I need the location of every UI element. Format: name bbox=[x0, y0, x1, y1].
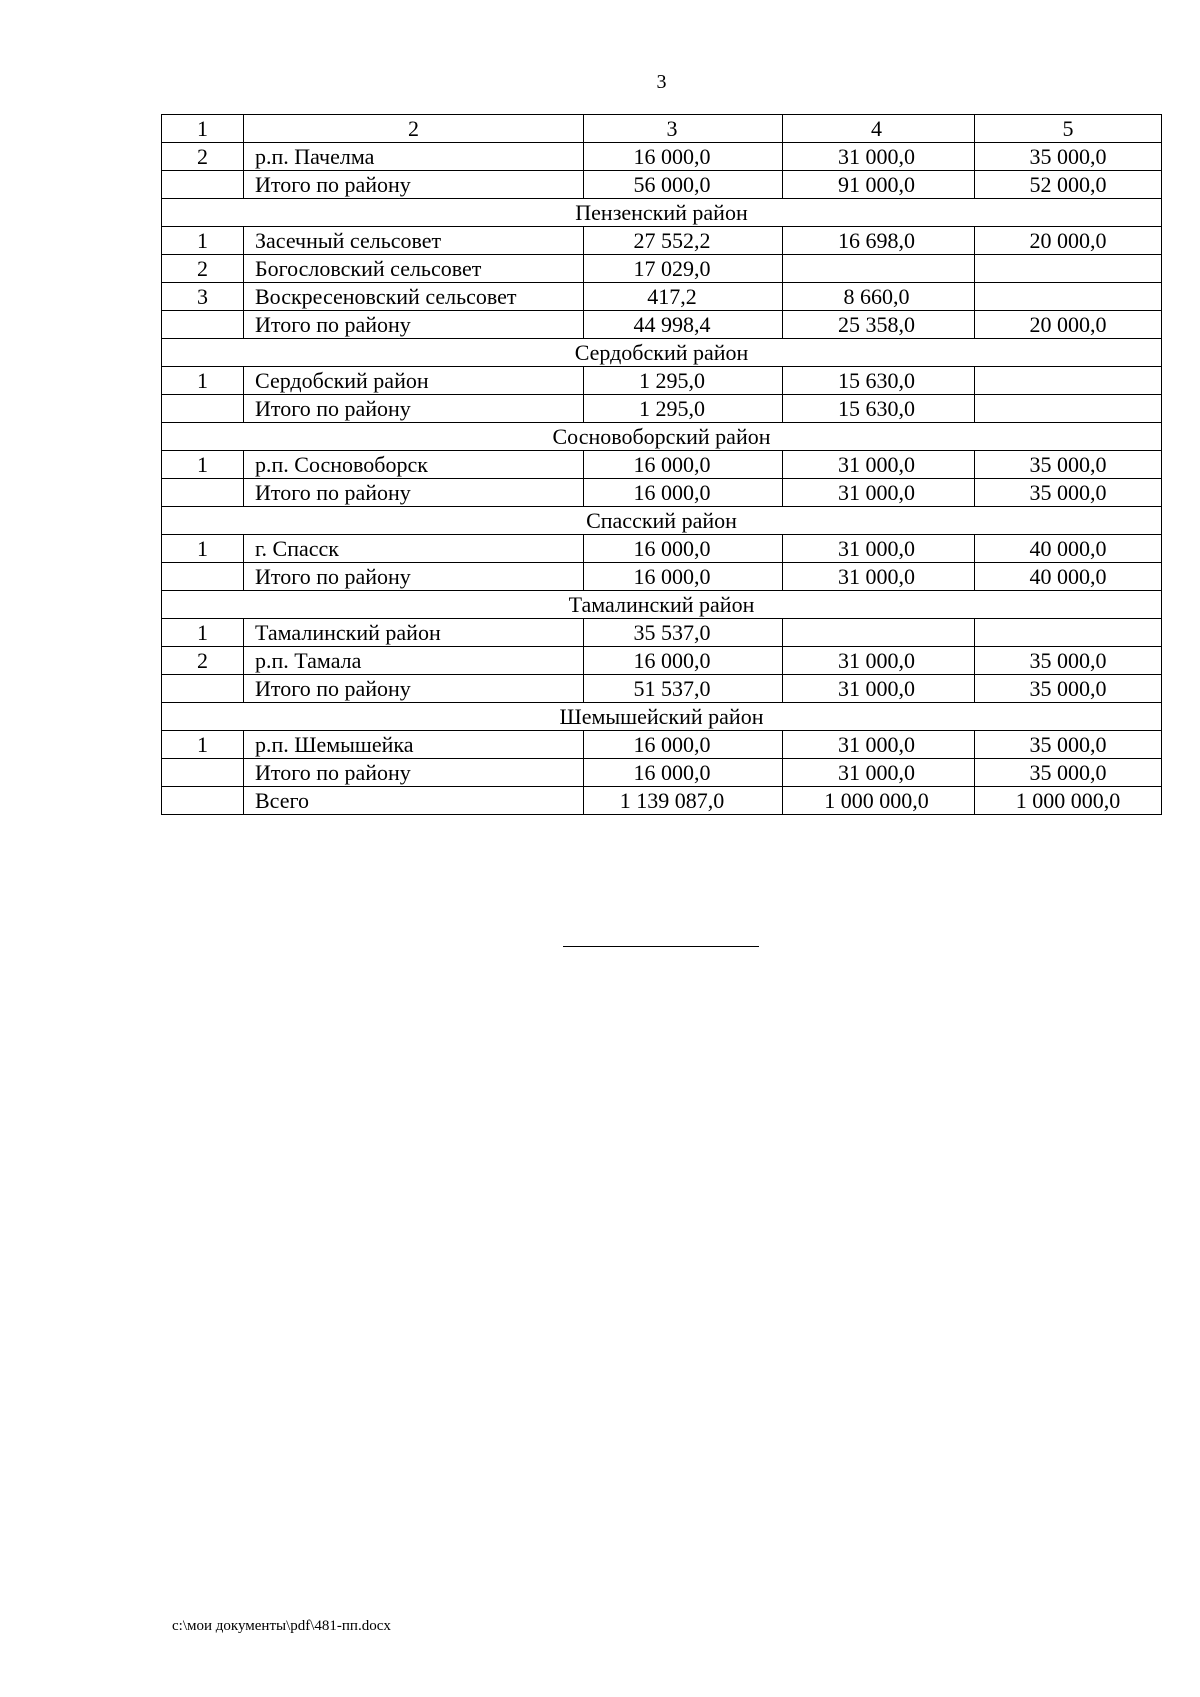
district-name: Шемышейский район bbox=[162, 703, 1162, 731]
value-col-5: 20 000,0 bbox=[975, 311, 1162, 339]
value-col-4: 31 000,0 bbox=[783, 535, 975, 563]
table-row bbox=[162, 647, 1162, 675]
district-header-row bbox=[162, 199, 1162, 227]
row-number bbox=[162, 171, 244, 199]
district-header-row bbox=[162, 339, 1162, 367]
district-header-row bbox=[162, 423, 1162, 451]
district-total-row bbox=[162, 563, 1162, 591]
row-name: р.п. Тамала bbox=[244, 647, 584, 675]
value-col-5 bbox=[975, 283, 1162, 311]
value-col-3: 35 537,0 bbox=[584, 619, 783, 647]
value-col-3: 16 000,0 bbox=[584, 647, 783, 675]
table-row bbox=[162, 143, 1162, 171]
header-col-3: 3 bbox=[584, 115, 783, 143]
table-row bbox=[162, 535, 1162, 563]
value-col-5: 40 000,0 bbox=[975, 563, 1162, 591]
row-number bbox=[162, 759, 244, 787]
row-name: Засечный сельсовет bbox=[244, 227, 584, 255]
allocation-table bbox=[161, 114, 1162, 815]
row-number: 1 bbox=[162, 451, 244, 479]
table-body bbox=[162, 115, 1162, 815]
value-col-4: 31 000,0 bbox=[783, 647, 975, 675]
district-header-row bbox=[162, 507, 1162, 535]
end-divider bbox=[563, 946, 759, 947]
value-col-4: 25 358,0 bbox=[783, 311, 975, 339]
row-number: 1 bbox=[162, 619, 244, 647]
row-number bbox=[162, 479, 244, 507]
district-total-row bbox=[162, 395, 1162, 423]
district-name: Спасский район bbox=[162, 507, 1162, 535]
footer-file-path: c:\мои документы\pdf\481-пп.docx bbox=[172, 1618, 391, 1634]
value-col-5: 35 000,0 bbox=[975, 675, 1162, 703]
value-col-3: 16 000,0 bbox=[584, 759, 783, 787]
value-col-5 bbox=[975, 367, 1162, 395]
row-name: Сердобский район bbox=[244, 367, 584, 395]
header-col-1: 1 bbox=[162, 115, 244, 143]
value-col-4: 31 000,0 bbox=[783, 675, 975, 703]
row-name: Итого по району bbox=[244, 759, 584, 787]
row-name: Итого по району bbox=[244, 479, 584, 507]
row-number bbox=[162, 787, 244, 815]
value-col-4: 31 000,0 bbox=[783, 451, 975, 479]
row-name: р.п. Шемышейка bbox=[244, 731, 584, 759]
row-name: Воскресеновский сельсовет bbox=[244, 283, 584, 311]
grand-total-row bbox=[162, 787, 1162, 815]
value-col-3: 27 552,2 bbox=[584, 227, 783, 255]
value-col-4: 91 000,0 bbox=[783, 171, 975, 199]
district-total-row bbox=[162, 759, 1162, 787]
district-header-row bbox=[162, 703, 1162, 731]
row-name: Итого по району bbox=[244, 675, 584, 703]
row-number bbox=[162, 395, 244, 423]
value-col-4: 15 630,0 bbox=[783, 395, 975, 423]
row-name: Богословский сельсовет bbox=[244, 255, 584, 283]
header-col-4: 4 bbox=[783, 115, 975, 143]
table-row bbox=[162, 227, 1162, 255]
value-col-3: 1 139 087,0 bbox=[584, 787, 783, 815]
value-col-3: 16 000,0 bbox=[584, 535, 783, 563]
row-number: 1 bbox=[162, 227, 244, 255]
row-number: 2 bbox=[162, 143, 244, 171]
value-col-4: 31 000,0 bbox=[783, 143, 975, 171]
row-number bbox=[162, 563, 244, 591]
row-number bbox=[162, 311, 244, 339]
value-col-5: 35 000,0 bbox=[975, 451, 1162, 479]
value-col-3: 16 000,0 bbox=[584, 451, 783, 479]
value-col-5: 35 000,0 bbox=[975, 479, 1162, 507]
value-col-3: 56 000,0 bbox=[584, 171, 783, 199]
district-total-row bbox=[162, 311, 1162, 339]
value-col-3: 16 000,0 bbox=[584, 563, 783, 591]
value-col-5: 1 000 000,0 bbox=[975, 787, 1162, 815]
value-col-4: 31 000,0 bbox=[783, 731, 975, 759]
row-number: 2 bbox=[162, 255, 244, 283]
row-name: Всего bbox=[244, 787, 584, 815]
value-col-5: 35 000,0 bbox=[975, 647, 1162, 675]
value-col-3: 1 295,0 bbox=[584, 367, 783, 395]
district-name: Сосновоборский район bbox=[162, 423, 1162, 451]
value-col-3: 16 000,0 bbox=[584, 479, 783, 507]
table-header-row bbox=[162, 115, 1162, 143]
table-row bbox=[162, 367, 1162, 395]
value-col-5: 35 000,0 bbox=[975, 143, 1162, 171]
value-col-3: 51 537,0 bbox=[584, 675, 783, 703]
value-col-5: 35 000,0 bbox=[975, 759, 1162, 787]
header-col-2: 2 bbox=[244, 115, 584, 143]
value-col-3: 44 998,4 bbox=[584, 311, 783, 339]
row-name: Итого по району bbox=[244, 311, 584, 339]
value-col-4 bbox=[783, 255, 975, 283]
value-col-4 bbox=[783, 619, 975, 647]
district-name: Тамалинский район bbox=[162, 591, 1162, 619]
value-col-3: 417,2 bbox=[584, 283, 783, 311]
value-col-5 bbox=[975, 255, 1162, 283]
row-name: Итого по району bbox=[244, 395, 584, 423]
header-col-5: 5 bbox=[975, 115, 1162, 143]
district-total-row bbox=[162, 171, 1162, 199]
row-number: 3 bbox=[162, 283, 244, 311]
district-header-row bbox=[162, 591, 1162, 619]
value-col-5 bbox=[975, 395, 1162, 423]
table-row bbox=[162, 283, 1162, 311]
value-col-5: 52 000,0 bbox=[975, 171, 1162, 199]
value-col-3: 16 000,0 bbox=[584, 731, 783, 759]
row-number: 1 bbox=[162, 367, 244, 395]
district-name: Сердобский район bbox=[162, 339, 1162, 367]
value-col-5: 35 000,0 bbox=[975, 731, 1162, 759]
value-col-3: 17 029,0 bbox=[584, 255, 783, 283]
value-col-4: 15 630,0 bbox=[783, 367, 975, 395]
table-row bbox=[162, 619, 1162, 647]
district-total-row bbox=[162, 675, 1162, 703]
row-number: 1 bbox=[162, 731, 244, 759]
value-col-4: 31 000,0 bbox=[783, 759, 975, 787]
row-number: 1 bbox=[162, 535, 244, 563]
row-name: Итого по району bbox=[244, 171, 584, 199]
row-name: г. Спасск bbox=[244, 535, 584, 563]
row-number bbox=[162, 675, 244, 703]
table-row bbox=[162, 255, 1162, 283]
value-col-5: 40 000,0 bbox=[975, 535, 1162, 563]
row-name: р.п. Сосновоборск bbox=[244, 451, 584, 479]
value-col-4: 31 000,0 bbox=[783, 479, 975, 507]
district-total-row bbox=[162, 479, 1162, 507]
value-col-4: 16 698,0 bbox=[783, 227, 975, 255]
district-name: Пензенский район bbox=[162, 199, 1162, 227]
value-col-5 bbox=[975, 619, 1162, 647]
row-name: Тамалинский район bbox=[244, 619, 584, 647]
table-row bbox=[162, 731, 1162, 759]
value-col-4: 8 660,0 bbox=[783, 283, 975, 311]
row-name: Итого по району bbox=[244, 563, 584, 591]
row-number: 2 bbox=[162, 647, 244, 675]
table-row bbox=[162, 451, 1162, 479]
value-col-4: 1 000 000,0 bbox=[783, 787, 975, 815]
value-col-5: 20 000,0 bbox=[975, 227, 1162, 255]
page-number: 3 bbox=[656, 71, 667, 93]
row-name: р.п. Пачелма bbox=[244, 143, 584, 171]
value-col-4: 31 000,0 bbox=[783, 563, 975, 591]
value-col-3: 16 000,0 bbox=[584, 143, 783, 171]
value-col-3: 1 295,0 bbox=[584, 395, 783, 423]
